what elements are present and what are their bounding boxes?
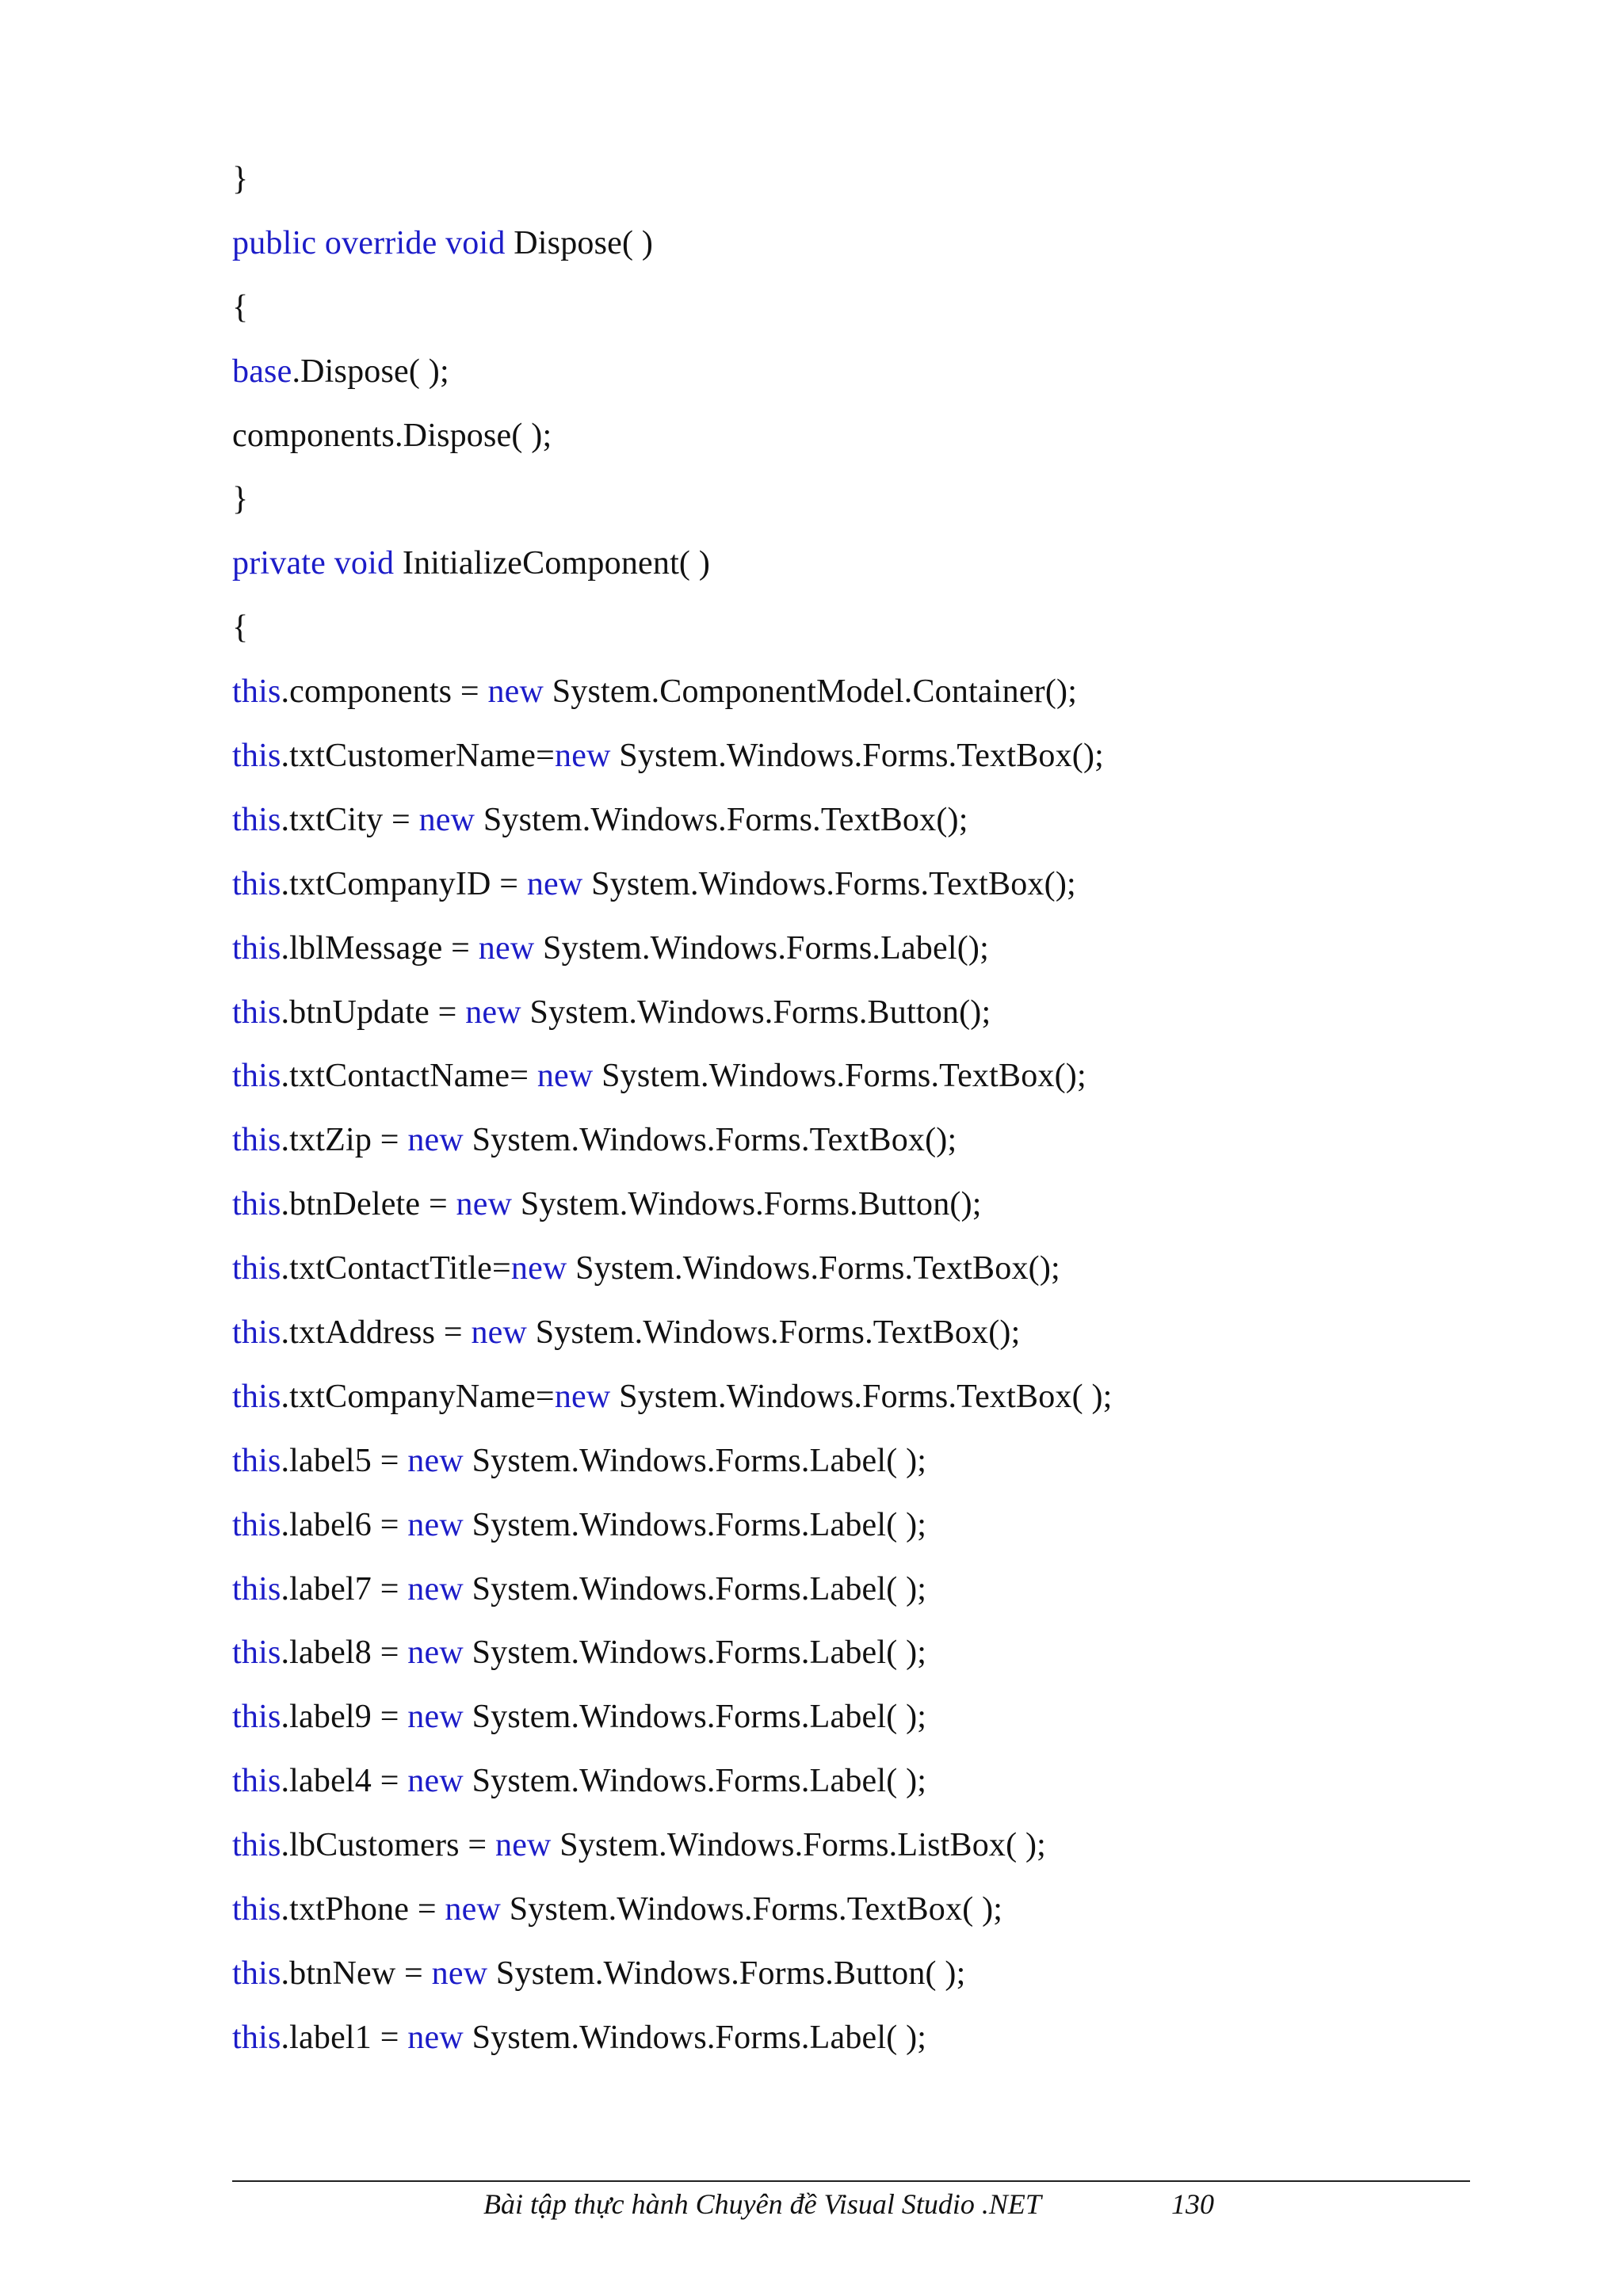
code-text: .btnUpdate = xyxy=(281,994,466,1031)
code-text: .txtCompanyID = xyxy=(281,865,527,902)
code-line xyxy=(232,1245,1113,1309)
code-text: System.Windows.Forms.Label( ); xyxy=(463,1442,927,1479)
code-text: System.Windows.Forms.Label( ); xyxy=(463,1634,927,1672)
code-text: System.Windows.Forms.ListBox( ); xyxy=(551,1827,1047,1864)
page-number: 130 xyxy=(1171,2188,1214,2220)
code-text: System.Windows.Forms.TextBox(); xyxy=(475,801,968,838)
code-line xyxy=(232,1629,1113,1693)
code-line xyxy=(232,284,1113,348)
code-text: System.Windows.Forms.TextBox( ); xyxy=(501,1891,1003,1928)
code-text: .label4 = xyxy=(281,1763,408,1800)
code-keyword: this xyxy=(232,929,281,967)
code-line xyxy=(232,2014,1113,2078)
code-keyword: new xyxy=(431,1955,488,1992)
code-text: System.Windows.Forms.TextBox(); xyxy=(463,1122,957,1159)
code-keyword: base xyxy=(232,353,292,390)
code-keyword: this xyxy=(232,1250,281,1287)
code-line xyxy=(232,412,1113,476)
code-keyword: this xyxy=(232,1763,281,1800)
code-keyword: this xyxy=(232,1058,281,1095)
code-line xyxy=(232,1757,1113,1821)
code-keyword: this xyxy=(232,1570,281,1608)
code-line xyxy=(232,475,1113,540)
code-line xyxy=(232,989,1113,1053)
code-keyword: this xyxy=(232,1891,281,1928)
code-text: System.Windows.Forms.Button(); xyxy=(521,994,991,1031)
code-text: .label5 = xyxy=(281,1442,408,1479)
code-text: .txtCustomerName= xyxy=(281,738,556,775)
code-text: Dispose( ) xyxy=(505,224,654,261)
code-line xyxy=(232,1821,1113,1886)
code-keyword: this xyxy=(232,1506,281,1543)
code-keyword: new xyxy=(407,1442,464,1479)
code-text: System.Windows.Forms.Label( ); xyxy=(463,2019,927,2056)
code-text: { xyxy=(232,609,249,646)
code-keyword: this xyxy=(232,801,281,838)
code-keyword: this xyxy=(232,1955,281,1992)
code-keyword: this xyxy=(232,1634,281,1672)
code-text: .txtCompanyName= xyxy=(281,1378,555,1415)
code-keyword: new xyxy=(445,1891,501,1928)
code-text: .label7 = xyxy=(281,1570,408,1608)
footer-title: Bài tập thực hành Chuyên đề Visual Studio .NET xyxy=(483,2188,1041,2220)
code-line xyxy=(232,1886,1113,1950)
code-text: .btnNew = xyxy=(281,1955,432,1992)
code-text: { xyxy=(232,288,249,326)
code-line xyxy=(232,1373,1113,1437)
code-keyword: this xyxy=(232,1378,281,1415)
code-keyword: new xyxy=(407,1122,464,1159)
code-keyword: new xyxy=(554,1378,611,1415)
footer-divider xyxy=(232,2180,1470,2182)
code-keyword: this xyxy=(232,673,281,711)
code-line xyxy=(232,925,1113,989)
code-keyword: this xyxy=(232,2019,281,2056)
code-line xyxy=(232,860,1113,925)
code-keyword: new xyxy=(418,801,475,838)
code-line xyxy=(232,1693,1113,1757)
code-text: System.Windows.Forms.TextBox(); xyxy=(610,738,1105,775)
code-text: .lbCustomers = xyxy=(281,1827,496,1864)
code-keyword: new xyxy=(555,738,611,775)
code-text: System.Windows.Forms.Label(); xyxy=(534,929,989,967)
code-keyword: this xyxy=(232,994,281,1031)
code-line xyxy=(232,155,1113,219)
code-text: System.Windows.Forms.Label( ); xyxy=(463,1570,927,1608)
code-keyword: new xyxy=(407,1699,464,1736)
code-text: .btnDelete = xyxy=(281,1186,456,1223)
code-keyword: this xyxy=(232,1699,281,1736)
code-keyword: this xyxy=(232,1442,281,1479)
code-keyword: new xyxy=(537,1058,594,1095)
code-text: .txtZip = xyxy=(281,1122,408,1159)
code-keyword: new xyxy=(407,1634,464,1672)
code-keyword: new xyxy=(407,1506,464,1543)
code-line xyxy=(232,348,1113,412)
code-text: System.Windows.Forms.Label( ); xyxy=(463,1763,927,1800)
code-keyword: new xyxy=(526,865,583,902)
code-keyword: new xyxy=(510,1250,567,1287)
code-text: .components = xyxy=(281,673,488,711)
code-keyword: new xyxy=(456,1186,513,1223)
code-line xyxy=(232,1180,1113,1245)
code-keyword: this xyxy=(232,1314,281,1352)
code-text: .label8 = xyxy=(281,1634,408,1672)
code-line xyxy=(232,668,1113,732)
code-text: } xyxy=(232,481,249,518)
code-block xyxy=(232,155,1113,2078)
code-line xyxy=(232,1309,1113,1373)
code-line xyxy=(232,1437,1113,1501)
code-keyword: this xyxy=(232,1186,281,1223)
code-line xyxy=(232,1501,1113,1566)
code-text: System.Windows.Forms.Button(); xyxy=(512,1186,982,1223)
code-line xyxy=(232,540,1113,604)
code-text: System.Windows.Forms.Label( ); xyxy=(463,1506,927,1543)
code-text: .txtPhone = xyxy=(281,1891,445,1928)
code-line xyxy=(232,1566,1113,1630)
code-text: .txtContactTitle= xyxy=(281,1250,511,1287)
code-keyword: new xyxy=(495,1827,552,1864)
code-line xyxy=(232,604,1113,668)
code-keyword: this xyxy=(232,1827,281,1864)
code-keyword: this xyxy=(232,865,281,902)
code-text: } xyxy=(232,161,249,197)
code-text: System.Windows.Forms.TextBox(); xyxy=(593,1058,1086,1095)
code-keyword: new xyxy=(487,673,544,711)
code-keyword: new xyxy=(407,1570,464,1608)
code-text: .txtCity = xyxy=(281,801,419,838)
code-line xyxy=(232,219,1113,284)
code-keyword: public override void xyxy=(232,224,506,261)
code-text: System.Windows.Forms.Button( ); xyxy=(487,1955,966,1992)
code-keyword: new xyxy=(478,929,535,967)
code-text: System.ComponentModel.Container(); xyxy=(544,673,1078,711)
code-text: .Dispose( ); xyxy=(292,353,449,390)
code-keyword: new xyxy=(471,1314,528,1352)
code-text: .label9 = xyxy=(281,1699,408,1736)
code-line xyxy=(232,1116,1113,1180)
code-text: System.Windows.Forms.TextBox(); xyxy=(582,865,1076,902)
code-text: .txtContactName= xyxy=(281,1058,537,1095)
code-keyword: private void xyxy=(232,545,395,582)
code-text: .label6 = xyxy=(281,1506,408,1543)
code-text: System.Windows.Forms.TextBox( ); xyxy=(610,1378,1113,1415)
code-keyword: new xyxy=(465,994,521,1031)
code-text: System.Windows.Forms.Label( ); xyxy=(463,1699,927,1736)
code-text: System.Windows.Forms.TextBox(); xyxy=(567,1250,1060,1287)
code-keyword: new xyxy=(407,2019,464,2056)
code-text: components.Dispose( ); xyxy=(232,417,552,454)
code-line xyxy=(232,796,1113,860)
code-text: InitializeComponent( ) xyxy=(394,545,711,582)
code-text: System.Windows.Forms.TextBox(); xyxy=(527,1314,1021,1352)
code-keyword: new xyxy=(407,1763,464,1800)
code-text: .txtAddress = xyxy=(281,1314,472,1352)
code-text: .lblMessage = xyxy=(281,929,479,967)
code-keyword: this xyxy=(232,1122,281,1159)
code-line xyxy=(232,1052,1113,1116)
code-line xyxy=(232,732,1113,796)
code-line xyxy=(232,1950,1113,2014)
code-keyword: this xyxy=(232,738,281,775)
code-text: .label1 = xyxy=(281,2019,408,2056)
